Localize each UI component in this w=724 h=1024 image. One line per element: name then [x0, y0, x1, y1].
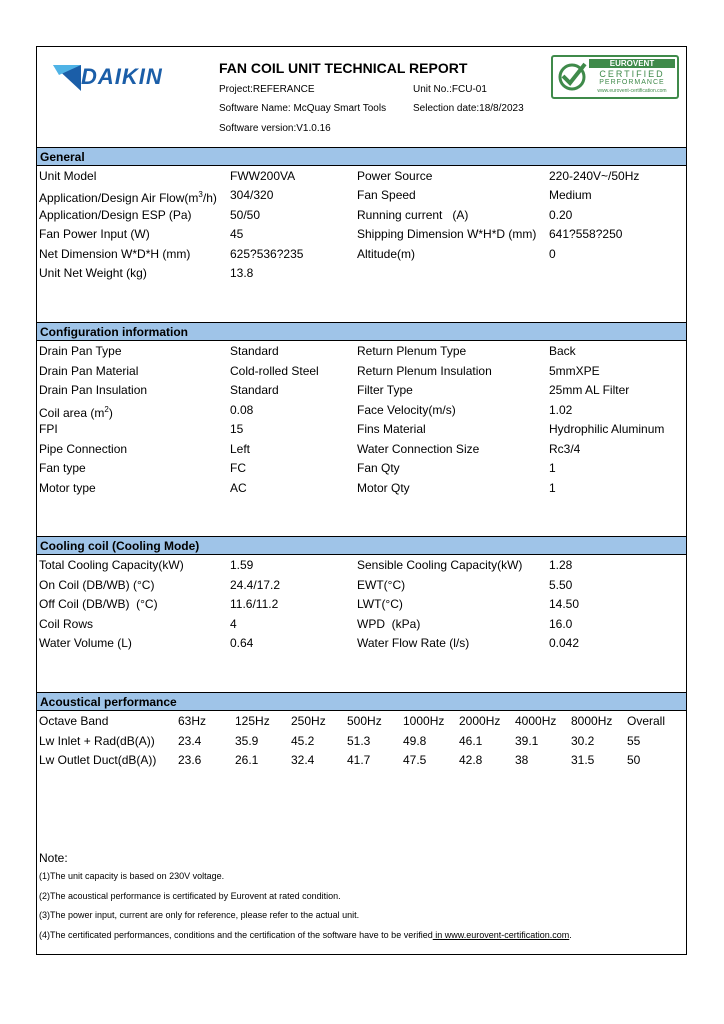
config-label: Fins Material: [357, 422, 426, 436]
acoustic-cell: 55: [627, 734, 641, 748]
general-value: 0.20: [549, 208, 573, 222]
daikin-logo: [53, 62, 193, 94]
config-value: Cold-rolled Steel: [230, 364, 319, 378]
config-value: Back: [549, 344, 576, 358]
general-label: Application/Design ESP (Pa): [39, 208, 192, 222]
config-value: 1: [549, 461, 556, 475]
cooling-label: Coil Rows: [39, 617, 94, 631]
config-value: Hydrophilic Aluminum: [549, 422, 665, 436]
cooling-value: 4: [230, 617, 237, 631]
acoustic-cell: 42.8: [459, 753, 483, 767]
general-label-airflow: Application/Design Air $Flow(m^3/h)$: [39, 190, 217, 205]
config-label: Water Connection Size: [357, 442, 480, 456]
config-label: Filter Type: [357, 383, 413, 397]
config-label: Face Velocity(m/s): [357, 403, 456, 417]
unit-number: Unit No.:FCU-01: [413, 84, 487, 95]
config-label: Drain Pan Material: [39, 364, 139, 378]
cert-line-3: PERFORMANCE: [599, 79, 665, 86]
acoustic-cell: 49.8: [403, 734, 427, 748]
cooling-value: 1.59: [230, 558, 254, 572]
acoustic-cell: 46.1: [459, 734, 483, 748]
notes-heading: Note:: [39, 851, 68, 865]
acoustic-cell: 2000Hz: [459, 714, 501, 728]
cooling-label: Sensible Cooling Capacity(kW): [357, 558, 523, 572]
acoustic-cell: 8000Hz: [571, 714, 613, 728]
report-title: FAN COIL UNIT TECHNICAL REPORT: [219, 60, 468, 76]
general-value: 220-240V~/50Hz: [549, 169, 640, 183]
software-version: Software version:V1.0.16: [219, 123, 331, 134]
acoustic-label: Octave Band: [39, 714, 109, 728]
acoustic-cell: 38: [515, 753, 529, 767]
cooling-value: 16.0: [549, 617, 573, 631]
note-item: (3)The power input, current are only for reference, please refer to the actual unit.: [39, 910, 360, 920]
acoustic-cell: 31.5: [571, 753, 595, 767]
config-label: Pipe Connection: [39, 442, 128, 456]
section-acoustic-header: [37, 692, 686, 711]
config-value: Standard: [230, 344, 279, 358]
config-value: 1: [549, 481, 556, 495]
cooling-label: Total Cooling Capacity(kW): [39, 558, 184, 572]
section-cooling-header: [37, 536, 686, 555]
acoustic-cell: 30.2: [571, 734, 595, 748]
acoustic-cell: 50: [627, 753, 641, 767]
note-item-end: .: [569, 930, 572, 940]
acoustic-cell: 125Hz: [235, 714, 270, 728]
general-label: Shipping Dimension W*H*D (mm): [357, 227, 537, 241]
config-value: Standard: [230, 383, 279, 397]
acoustic-cell: 45.2: [291, 734, 315, 748]
cooling-value: 5.50: [549, 578, 573, 592]
config-value: 15: [230, 422, 244, 436]
acoustic-cell: 63Hz: [178, 714, 207, 728]
general-value: 0: [549, 247, 556, 261]
config-value: 0.08: [230, 403, 254, 417]
acoustic-cell: 23.4: [178, 734, 202, 748]
general-value: 45: [230, 227, 244, 241]
cooling-label: Water Volume (L): [39, 636, 132, 650]
config-value: 25mm AL Filter: [549, 383, 630, 397]
section-general-header: [37, 147, 686, 166]
config-value: Rc3/4: [549, 442, 581, 456]
general-label: Unit Net Weight (kg): [39, 266, 147, 280]
acoustic-label: Lw Outlet Duct(dB(A)): [39, 753, 157, 767]
brand-name: DAIKIN: [81, 64, 163, 89]
section-configuration-title: Configuration information: [40, 325, 188, 339]
note-item: (1)The unit capacity is based on 230V voltage.: [39, 871, 225, 881]
eurovent-link[interactable]: in www.eurovent-certification.com: [432, 930, 570, 940]
acoustic-cell: 32.4: [291, 753, 315, 767]
acoustic-cell: 500Hz: [347, 714, 382, 728]
config-value: FC: [230, 461, 246, 475]
acoustic-cell: 250Hz: [291, 714, 326, 728]
config-label: Motor type: [39, 481, 96, 495]
acoustic-cell: 51.3: [347, 734, 371, 748]
general-value: 13.8: [230, 266, 254, 280]
general-value: 50/50: [230, 208, 261, 222]
acoustic-cell: 39.1: [515, 734, 539, 748]
project-name: Project:REFERANCE: [219, 84, 315, 95]
general-label: Net Dimension W*D*H (mm): [39, 247, 191, 261]
cooling-label: LWT(°C): [357, 597, 403, 611]
report-frame: [36, 46, 687, 955]
section-configuration-header: [37, 322, 686, 341]
config-label: Drain Pan Insulation: [39, 383, 148, 397]
general-label: Running current (A): [357, 208, 469, 222]
certification-check-icon: [555, 60, 589, 94]
cooling-value: 0.64: [230, 636, 254, 650]
general-value: 625?536?235: [230, 247, 304, 261]
general-label: Altitude(m): [357, 247, 416, 261]
acoustic-cell: 1000Hz: [403, 714, 445, 728]
cooling-label: Off Coil (DB/WB) (°C): [39, 597, 158, 611]
general-value: FWW200VA: [230, 169, 296, 183]
general-value: 641?558?250: [549, 227, 623, 241]
acoustic-cell: 47.5: [403, 753, 427, 767]
cooling-value: 14.50: [549, 597, 580, 611]
config-label-coil-area: Coil area $(m^2)$: [39, 405, 113, 420]
note-item-text: (4)The certificated performances, conditions and the certification of the software have to be verified: [39, 930, 433, 940]
general-value: Medium: [549, 188, 592, 202]
cooling-value: 0.042: [549, 636, 580, 650]
software-name: Software Name: McQuay Smart Tools: [219, 103, 387, 114]
config-label: Drain Pan Type: [39, 344, 122, 358]
general-label: Unit Model: [39, 169, 97, 183]
cooling-label: Water Flow Rate (l/s): [357, 636, 470, 650]
cooling-value: 1.28: [549, 558, 573, 572]
config-label: Return Plenum Type: [357, 344, 467, 358]
general-label: Fan Speed: [357, 188, 416, 202]
cooling-label: On Coil (DB/WB) (°C): [39, 578, 155, 592]
acoustic-cell: 35.9: [235, 734, 259, 748]
config-value: Left: [230, 442, 251, 456]
general-value: 304/320: [230, 188, 274, 202]
acoustic-cell: 26.1: [235, 753, 259, 767]
cert-line-2: CERTIFIED: [599, 69, 665, 79]
acoustic-cell: 4000Hz: [515, 714, 557, 728]
config-label: Motor Qty: [357, 481, 410, 495]
acoustic-label: Lw Inlet + Rad(dB(A)): [39, 734, 155, 748]
cooling-label: WPD (kPa): [357, 617, 421, 631]
eurovent-certification-logo: [551, 55, 679, 99]
cooling-value: 24.4/17.2: [230, 578, 281, 592]
config-value: 1.02: [549, 403, 573, 417]
section-general-title: General: [40, 150, 85, 164]
acoustic-cell: 41.7: [347, 753, 371, 767]
note-item: (2)The acoustical performance is certificated by Eurovent at rated condition.: [39, 891, 341, 901]
general-label: Fan Power Input (W): [39, 227, 150, 241]
note-item-4: [39, 930, 572, 941]
section-cooling-title: Cooling coil (Cooling Mode): [40, 539, 200, 553]
cert-line-1: EUROVENT: [589, 59, 675, 68]
section-acoustic-title: Acoustical performance: [40, 695, 177, 709]
cert-url: www.eurovent-certification.com: [597, 88, 667, 94]
config-label: FPI: [39, 422, 58, 436]
config-value: 5mmXPE: [549, 364, 600, 378]
selection-date: Selection date:18/8/2023: [413, 103, 524, 114]
config-label: Fan Qty: [357, 461, 400, 475]
acoustic-cell: Overall: [627, 714, 666, 728]
config-label: Fan type: [39, 461, 86, 475]
config-value: AC: [230, 481, 247, 495]
acoustic-cell: 23.6: [178, 753, 202, 767]
cooling-value: 11.6/11.2: [230, 597, 279, 611]
config-label: Return Plenum Insulation: [357, 364, 492, 378]
daikin-triangle-icon: [53, 65, 81, 91]
general-label: Power Source: [357, 169, 433, 183]
cooling-label: EWT(°C): [357, 578, 406, 592]
